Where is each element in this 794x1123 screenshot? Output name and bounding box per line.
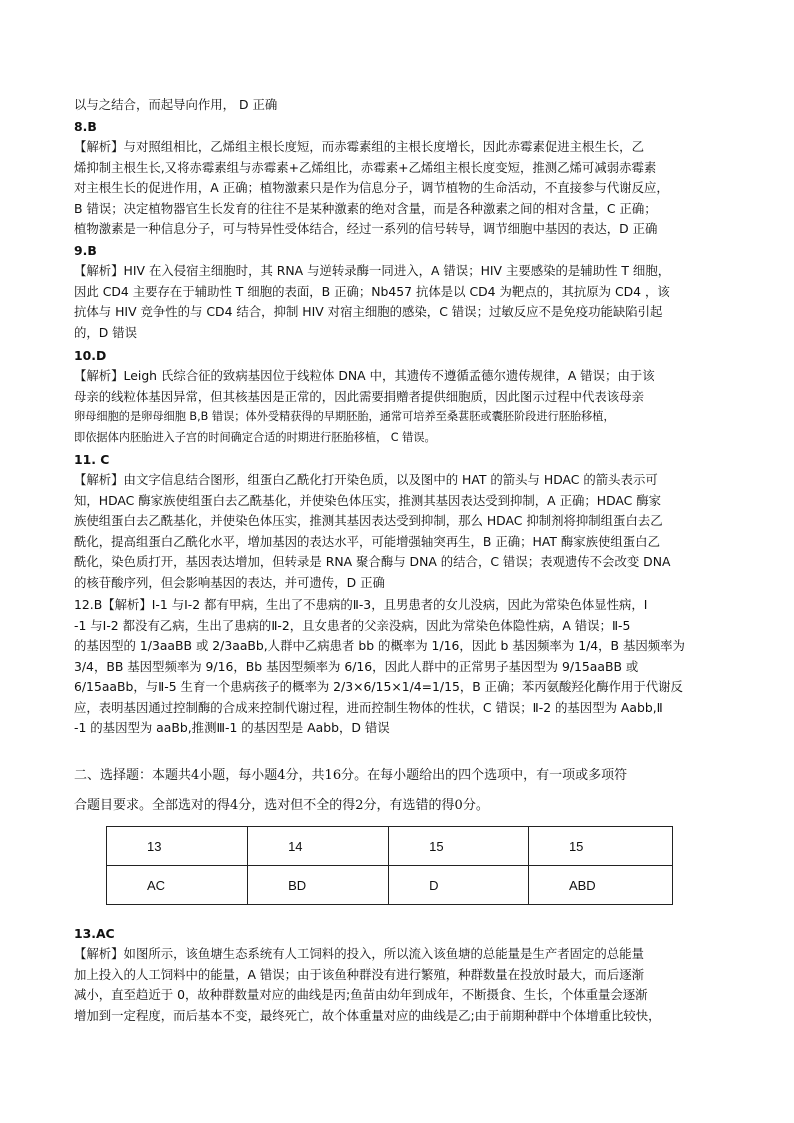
question-13-analysis: [74, 944, 726, 1026]
question-8-analysis: [74, 137, 726, 240]
text-line: 合题目要求。全部选对的得4分，选对但不全的得2分，有选错的得0分。: [74, 798, 489, 813]
table-cell: BD: [248, 866, 389, 905]
text-line: 卵母细胞的是卵母细胞 B,B 错误；体外受精获得的早期胚胎，通常可培养至桑葚胚或囊胚阶段进行胚胎移植，: [74, 410, 615, 423]
text-line: -1 与Ⅰ-2 都没有乙病，生出了患病的Ⅱ-2，且女患者的父亲没病，因此为常染色体隐性病，A 错误；Ⅱ-5: [74, 617, 631, 633]
text-line: 【解析】由文字信息结合图形，组蛋白乙酰化打开染色质，以及图中的 HAT 的箭头与 HDAC 的箭头表示可: [74, 472, 658, 487]
text-line: 的基因型的 1/3aaBB 或 2/3aaBb,人群中乙病患者 bb 的概率为 1/16，因此 b 基因频率为 1/4，B 基因频率为: [74, 638, 685, 653]
text-line: 【解析】Leigh 氏综合征的致病基因位于线粒体 DNA 中，其遗传不遵循孟德尔遗传规律，A 错误；由于该: [74, 368, 655, 383]
table-row: [107, 866, 673, 905]
table-cell: 14: [248, 827, 389, 866]
text-line: 母亲的线粒体基因异常，但其核基因是正常的，因此需要捐赠者提供细胞质，因此图示过程中代表该母亲: [74, 388, 644, 404]
text-line: 酰化，染色质打开，基因表达增加，但转录是 RNA 聚合酶与 DNA 的结合，C 错误；表观遗传不会改变 DNA: [74, 554, 671, 569]
text-line: B 错误；决定植物器官生长发育的往往不是某种激素的绝对含量，而是各种激素之间的相对含量，C 正确；: [74, 200, 657, 216]
text-line: 6/15aaBb，与Ⅱ-5 生育一个患病孩子的概率为 2/3×6/15×1/4=1/15，B 正确；苯丙氨酸羟化酶作用于代谢反: [74, 679, 683, 694]
table-cell: AC: [107, 866, 248, 905]
question-10-number: 10.D: [74, 348, 107, 363]
text-line: 因此 CD4 主要存在于辅助性 T 细胞的表面，B 正确；Nb457 抗体是以 CD4 为靶点的，其抗原为 CD4 ，该: [74, 283, 670, 299]
text-line: 【解析】如图所示，该鱼塘生态系统有人工饲料的投入，所以流入该鱼塘的总能量是生产者固定的总能量: [74, 946, 644, 961]
text-line: 族使组蛋白去乙酰基化，并使染色体压实，推测其基因表达受到抑制，那么 HDAC 抑制剂将抑制组蛋白去乙: [74, 513, 663, 528]
text-line: 烯抑制主根生长,又将赤霉素组与赤霉素+乙烯组比，赤霉素+乙烯组主根长度变短，推测乙烯可减弱赤霉素: [74, 159, 657, 175]
text-line: 以与之结合，而起导向作用， D 正确: [74, 97, 278, 112]
question-12-analysis: [74, 595, 726, 739]
question-9-analysis: [74, 261, 726, 343]
text-line: 12.B【解析】Ⅰ-1 与Ⅰ-2 都有甲病，生出了不患病的Ⅱ-3，且男患者的女儿没病，因此为常染色体显性病，Ⅰ: [74, 597, 648, 612]
text-line: 【解析】HIV 在入侵宿主细胞时，其 RNA 与逆转录酶一同进入，A 错误；HIV 主要感染的是辅助性 T 细胞，: [74, 263, 671, 278]
table-cell: 15: [528, 827, 672, 866]
answer-table: [106, 826, 673, 905]
text-line: 知，HDAC 酶家族使组蛋白去乙酰基化，并使染色体压实，推测其基因表达受到抑制，A 正确；HDAC 酶家: [74, 492, 662, 508]
text-line: 减小，直至趋近于 0，故种群数量对应的曲线是丙;鱼苗由幼年到成年，不断摄食、生长，个体重量会逐渐: [74, 987, 648, 1002]
question-11-analysis: [74, 470, 726, 593]
text-line: 的核苷酸序列，但会影响基因的表达，并可遗传，D 正确: [74, 574, 385, 590]
text-line: 植物激素是一种信息分子，可与特异性受体结合，经过一系列的信号转导，调节细胞中基因的表达，D 正确: [74, 221, 658, 236]
question-8-number: 8.B: [74, 119, 97, 134]
text-line: 抗体与 HIV 竞争性的与 CD4 结合，抑制 HIV 对宿主细胞的感染，C 错误；过敏反应不是免疫功能缺陷引起: [74, 304, 663, 319]
question-9-number: 9.B: [74, 243, 97, 258]
table-cell: 13: [107, 827, 248, 866]
section-2-instructions: [74, 763, 734, 819]
text-line: 的，D 错误: [74, 324, 138, 340]
text-line: 增加到一定程度，而后基本不变，最终死亡，故个体重量对应的曲线是乙;由于前期种群中个体增重比较快，: [74, 1007, 661, 1023]
text-line: -1 的基因型为 aaBb,推测Ⅲ-1 的基因型是 Aabb，D 错误: [74, 720, 390, 735]
table-cell: 15: [389, 827, 529, 866]
text-line: 即依据体内胚胎进入子宫的时间确定合适的时期进行胚胎移植， C 错误。: [74, 430, 436, 444]
question-10-analysis: [74, 366, 726, 448]
table-row: [107, 827, 673, 866]
prev-answer-tail: [74, 95, 726, 116]
question-11-number: 11. C: [74, 452, 110, 467]
text-line: 酰化，提高组蛋白乙酰化水平，增加基因的表达水平，可能增强轴突再生，B 正确；HAT 酶家族使组蛋白乙: [74, 533, 660, 549]
text-line: 3/4，BB 基因型频率为 9/16，Bb 基因型频率为 6/16，因此人群中的正常男子基因型为 9/15aaBB 或: [74, 658, 639, 674]
text-line: 应，表明基因通过控制酶的合成来控制代谢过程，进而控制生物体的性状，C 错误；Ⅱ-2 的基因型为 Aabb,Ⅱ: [74, 699, 663, 715]
question-13-number: 13.AC: [74, 926, 115, 941]
table-cell: ABD: [528, 866, 672, 905]
text-line: 【解析】与对照组相比，乙烯组主根长度短，而赤霉素组的主根长度增长，因此赤霉素促进主根生长，乙: [74, 139, 644, 154]
text-line: 二、选择题：本题共4小题，每小题4分，共16分。在每小题给出的四个选项中，有一项或多项符: [74, 768, 628, 783]
text-line: 对主根生长的促进作用，A 正确；植物激素只是作为信息分子，调节植物的生命活动，不直接参与代谢反应，: [74, 180, 669, 195]
table-cell: D: [389, 866, 529, 905]
text-line: 加上投入的人工饲料中的能量，A 错误；由于该鱼种群没有进行繁殖，种群数量在投放时最大，而后逐渐: [74, 966, 644, 982]
